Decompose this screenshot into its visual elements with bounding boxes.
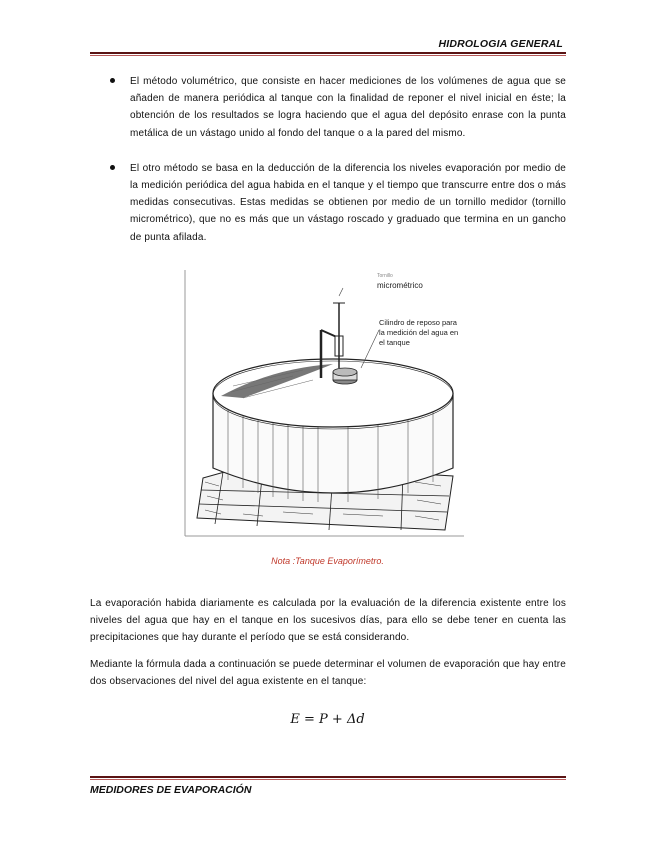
label-cylinder-line-3: el tanque: [379, 338, 410, 347]
formula-plus: +: [331, 712, 343, 727]
label-cylinder-line-1: Cilindro de reposo para: [379, 318, 457, 327]
bullet-text: El método volumétrico, que consiste en hacer mediciones de los volúmenes de agua que se añaden de manera periódica al tanque con la finalidad de reponer el nivel inicial en éste; la obtención de los resultados se logra haciendo que el agua del depósito enrase con la punta metálica de un vástago unido al fondo del tanque o a la pared del mismo.: [130, 76, 566, 139]
figure-caption: Nota :Tanque Evaporímetro.: [271, 556, 384, 566]
formula-equals: =: [303, 712, 315, 727]
evaporation-formula: [0, 712, 655, 727]
list-item: [110, 160, 566, 246]
page-footer-title: MEDIDORES DE EVAPORACIÓN: [90, 784, 252, 796]
label-cylinder-line-2: la medición del agua en: [379, 328, 459, 337]
body-paragraph-1: La evaporación habida diariamente es calculada por la evaluación de la diferencia existente entre los niveles del agua que hay en el tanque en los sucesivos días, para ello se debe tener en cuenta las precipitaciones que hay durante el período que se está considerando.: [90, 598, 566, 644]
label-tornillo: Tornillo: [377, 273, 393, 279]
bullet-text: El otro método se basa en la deducción de la diferencia los niveles evaporación por medio de la medición periódica del agua habida en el tanque y el tiempo que transcurre entre dos o más medidas consecutivas. Estas medidas se obtienen por medio de un tornillo medidor (tornillo micrométrico), que no es más que un vástago roscado y graduado que termina en un gancho de punta afilada.: [130, 162, 566, 243]
bullet-icon: [110, 165, 115, 170]
formula-lhs: E: [290, 712, 300, 727]
bullet-icon: [110, 78, 115, 83]
page-header-title: HIDROLOGIA GENERAL: [438, 38, 563, 50]
tank-illustration: [183, 268, 466, 538]
body-paragraph-2: Mediante la fórmula dada a continuación se puede determinar el volumen de evaporación que hay entre dos observaciones del nivel del agua existente en el tanque:: [90, 659, 566, 688]
bullet-list: [110, 73, 566, 264]
list-item: [110, 73, 566, 142]
footer-rule: [90, 776, 566, 780]
evaporimeter-tank-figure: [183, 268, 466, 538]
formula-delta-d: Δd: [346, 712, 365, 727]
header-rule: [90, 52, 566, 56]
label-micrometrico: micrométrico: [377, 281, 423, 290]
formula-p: P: [319, 712, 328, 727]
